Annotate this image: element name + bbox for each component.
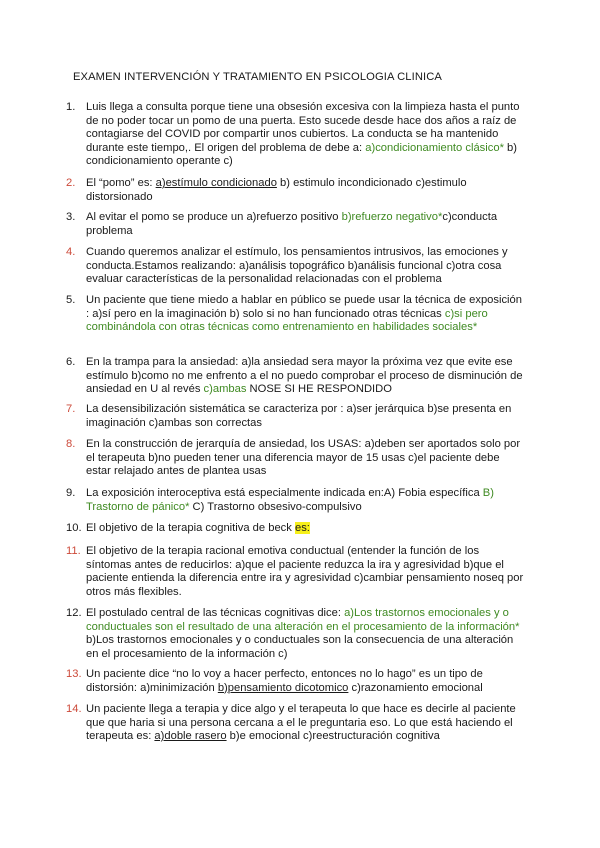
question-text: El postulado central de las técnicas cognitivas dice: a)Los trastornos emocionales y o conductuales son el resultado de una alteración en el procesamiento de la información* b)Los trastornos emocionales y o conductuales son la consecuencia de una alteración en el procesamiento de la información c) — [86, 607, 520, 660]
question-number: 12. — [66, 607, 82, 619]
marked-answer: a)condicionamiento clásico* — [365, 141, 504, 154]
question-number: 10. — [66, 522, 82, 534]
highlighted-text: es: — [294, 522, 310, 534]
question-text: Un paciente dice “no lo voy a hacer perfecto, entonces no lo hago” es un tipo de distorsión: a)minimización b)pensamiento dicotomico c)razonamiento emocional — [86, 668, 483, 694]
question-6 — [66, 356, 526, 397]
question-text: La exposición interoceptiva está especialmente indicada en:A) Fobia específica B) Trastorno de pánico* C) Trastorno obsesivo-compulsivo — [86, 487, 494, 513]
question-text: En la trampa para la ansiedad: a)la ansiedad sera mayor la próxima vez que evite ese estímulo b)como no me enfrento a el no puedo comprobar el proceso de disminución de ansiedad en U al revés c)ambas NOSE SI HE RESPONDIDO — [86, 356, 523, 396]
question-text: Luis llega a consulta porque tiene una obsesión excesiva con la limpieza hasta el punto de no poder tocar un pomo de una puerta. Esto sucede desde hace dos años a raíz de contagiarse del COVID por compartir unos cubiertos. La conducta se ha mantenido durante este tiempo,. El origen del problema de debe a: a)condicionamiento clásico* b) condicionamiento operante c) — [86, 101, 520, 168]
question-number: 6. — [66, 356, 76, 368]
question-8 — [66, 438, 526, 479]
question-1 — [66, 101, 526, 169]
question-text: El objetivo de la terapia racional emotiva conductual (entender la función de los síntomas antes de reducirlos: a)que el paciente reduzca la ira y agresividad b)que el paciente entienda la diferencia entre ira y agresividad c)cambiar pensamiento noseq por otros más flexibles. — [86, 545, 524, 598]
question-number: 9. — [66, 487, 76, 499]
question-number: 7. — [66, 403, 76, 415]
marked-answer: c)ambas — [203, 383, 247, 396]
question-text: La desensibilización sistemática se caracteriza por : a)ser jerárquica b)se presenta en imaginación c)ambas son correctas — [86, 403, 512, 429]
question-9 — [66, 487, 526, 514]
question-number: 4. — [66, 246, 76, 258]
marked-answer: c)si pero combinándola con otras técnicas como entrenamiento en habilidades sociales* — [86, 307, 488, 334]
question-text: Un paciente llega a terapia y dice algo y el terapeuta lo que hace es decirle al paciente que que haria si una persona cercana a el le preguntaria eso. Lo que está haciendo el terapeuta es: a)doble rasero b)e emocional c)reestructuración cognitiva — [86, 703, 516, 743]
marked-answer: b)refuerzo negativo* — [341, 211, 443, 223]
question-text: En la construcción de jerarquía de ansiedad, los USAS: a)deben ser aportados solo por el terapeuta b)no pueden tener una diferencia mayor de 15 usas c)el paciente debe estar relajado antes de plantea usas — [86, 438, 521, 478]
question-2 — [66, 177, 526, 204]
exam-title: EXAMEN INTERVENCIÓN Y TRATAMIENTO EN PSICOLOGIA CLINICA — [73, 71, 442, 83]
question-text: El objetivo de la terapia cognitiva de beck es: — [86, 522, 310, 534]
question-4 — [66, 246, 526, 287]
question-number: 1. — [66, 101, 76, 113]
question-number: 8. — [66, 438, 76, 450]
marked-answer: a)Los trastornos emocionales y o conductuales son el resultado de una alteración en el procesamiento de la información* — [86, 607, 520, 633]
marked-answer: B) Trastorno de pánico* — [86, 487, 494, 513]
question-5 — [66, 294, 526, 335]
question-3 — [66, 211, 526, 238]
question-number: 2. — [66, 177, 76, 189]
question-number: 13. — [66, 668, 82, 680]
question-number: 14. — [66, 703, 82, 715]
question-11 — [66, 545, 526, 599]
underlined-answer: a)doble rasero — [154, 730, 227, 743]
question-number: 11. — [66, 545, 81, 557]
question-text: Cuando queremos analizar el estímulo, los pensamientos intrusivos, las emociones y conducta.Estamos realizando: a)análisis topográfico b)análisis funcional c)otra cosa evaluar características de la personalidad relacionadas con el problema — [86, 246, 508, 286]
question-text: Un paciente que tiene miedo a hablar en público se puede usar la técnica de exposición : a)sí pero en la imaginación b) solo si no han funcionado otras técnicas c)si pero combinándola con otras técnicas como entrenamiento en habilidades sociales* — [86, 294, 522, 334]
question-12 — [66, 607, 526, 661]
question-10 — [66, 522, 526, 536]
question-text: Al evitar el pomo se produce un a)refuerzo positivo b)refuerzo negativo*c)conducta problema — [86, 211, 498, 237]
underlined-answer: a)estímulo condicionado — [155, 177, 277, 189]
question-text: El “pomo” es: a)estímulo condicionado b) estimulo incondicionado c)estimulo distorsionado — [86, 177, 467, 203]
question-number: 5. — [66, 294, 76, 306]
underlined-answer: b)pensamiento dicotomico — [217, 681, 349, 694]
question-14 — [66, 703, 526, 744]
question-number: 3. — [66, 211, 76, 223]
question-7 — [66, 403, 526, 430]
question-13 — [66, 668, 526, 695]
